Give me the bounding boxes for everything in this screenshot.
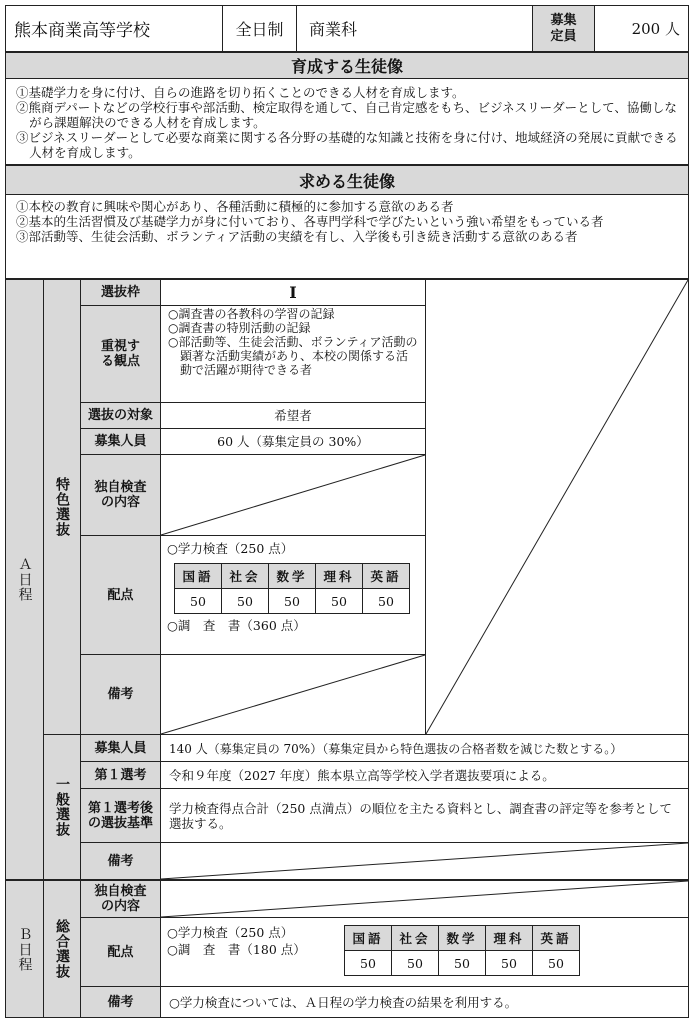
points-cell: 50	[345, 951, 392, 976]
unique-exam-label: 独自検査の内容	[80, 454, 161, 536]
b-score-label: 配点	[80, 917, 161, 987]
b-remarks-value: ○学力検査については、Ａ日程の学力検査の結果を利用する。	[160, 986, 689, 1018]
points-cell: 50	[439, 951, 486, 976]
after-selection-label: 第１選考後の選抜基準	[80, 788, 161, 843]
score-cell	[160, 535, 426, 655]
wanted-item-3: ③部活動等、生徒会活動、ボランティア活動の実績を有し、入学後も引き続き活動する意欲のある者	[16, 229, 578, 244]
first-selection-label: 第１選考	[80, 761, 161, 789]
section-title-wanted: 求める生徒像	[5, 165, 689, 195]
points-cell: 50	[269, 589, 316, 614]
section-body-ideal	[5, 78, 689, 165]
section-title-ideal: 育成する生徒像	[5, 52, 689, 79]
subject-cell: 数学	[269, 564, 316, 589]
subject-cell: 数学	[439, 926, 486, 951]
score-label: 配点	[80, 535, 161, 655]
b-score-cell	[160, 917, 689, 987]
course-type: 全日制	[222, 5, 297, 52]
target-label: 選抜の対象	[80, 402, 161, 429]
subject-cell: 理科	[316, 564, 363, 589]
viewpoint-item-2: ○調査書の特別活動の記録	[168, 321, 311, 335]
general-selection-label: 一般選抜	[43, 734, 81, 880]
subject-cell: 英語	[363, 564, 410, 589]
department: 商業科	[296, 5, 533, 52]
b-unique-exam-cell	[160, 880, 689, 918]
points-cell: 50	[363, 589, 410, 614]
points-cell: 50	[392, 951, 439, 976]
general-recruit-label: 募集人員	[80, 734, 161, 762]
viewpoint-label: 重視する観点	[80, 305, 161, 403]
b-score-table	[344, 925, 580, 976]
after-selection-value: 学力検査得点合計（250 点満点）の順位を主たる資料とし、調査書の評定等を参考として選抜する。	[160, 788, 689, 843]
special-remarks-cell	[160, 654, 426, 735]
ideal-item-2: ②熊商デパートなどの学校行事や部活動、検定取得を通して、自己肯定感をもち、ビジネスリーダーとして、協働しながら課題解決のできる人材を育成します。	[16, 100, 677, 130]
report-points: ○調 査 書（360 点）	[167, 618, 306, 633]
points-cell: 50	[486, 951, 533, 976]
viewpoint-item-3: ○部活動等、生徒会活動、ボランティア活動の顕著な活動実績があり、本校の関係する活動で活躍が期待できる者	[168, 335, 418, 377]
subject-cell: 国語	[175, 564, 222, 589]
b-report-points: ○調 査 書（180 点）	[167, 942, 306, 957]
points-cell: 50	[533, 951, 580, 976]
b-unique-exam-label: 独自検査の内容	[80, 880, 161, 918]
first-selection-value: 令和９年度（2027 年度）熊本県立高等学校入学者選抜要項による。	[160, 761, 689, 789]
a-schedule-label: Ａ日程	[5, 279, 44, 880]
subject-cell: 英語	[533, 926, 580, 951]
capacity-label: 募集 定員	[532, 5, 595, 52]
frame-value: Ⅰ	[160, 279, 426, 306]
subject-cell: 国語	[345, 926, 392, 951]
a-score-table	[174, 563, 410, 614]
points-cell: 50	[175, 589, 222, 614]
wanted-item-2: ②基本的生活習慣及び基礎学力が身に付いており、各専門学科で学びたいという強い希望をもっている者	[16, 214, 604, 229]
viewpoint-list	[160, 305, 426, 403]
b-academic-test-points: ○学力検査（250 点）	[167, 925, 294, 940]
academic-test-points: ○学力検査（250 点）	[167, 541, 294, 556]
frame-label: 選抜枠	[80, 279, 161, 306]
general-remarks-cell	[160, 842, 689, 880]
unique-exam-cell	[160, 454, 426, 536]
special-recruit-label: 募集人員	[80, 428, 161, 455]
section-body-wanted	[5, 194, 689, 279]
combined-selection-label: 総合選抜	[43, 880, 81, 1018]
b-remarks-label: 備考	[80, 986, 161, 1018]
points-cell: 50	[316, 589, 363, 614]
special-selection-label: 特色選抜	[43, 279, 81, 735]
subject-cell: 社会	[392, 926, 439, 951]
subject-cell: 理科	[486, 926, 533, 951]
ideal-item-1: ①基礎学力を身に付け、自らの進路を切り拓くことのできる人材を育成します。	[16, 85, 465, 100]
b-schedule-label: Ｂ日程	[5, 880, 44, 1018]
general-recruit-value: 140 人（募集定員の 70%）（募集定員から特色選抜の合格者数を減じた数とする。）	[160, 734, 689, 762]
general-remarks-label: 備考	[80, 842, 161, 880]
special-recruit-value: 60 人（募集定員の 30%）	[160, 428, 426, 455]
school-name: 熊本商業高等学校	[5, 5, 223, 52]
target-value: 希望者	[160, 402, 426, 429]
special-blank-region	[425, 279, 689, 735]
ideal-item-3: ③ビジネスリーダーとして必要な商業に関する各分野の基礎的な知識と技術を身に付け、地域経済の発展に貢献できる人材を育成します。	[16, 130, 678, 160]
capacity-value: 200 人	[594, 5, 689, 52]
points-cell: 50	[222, 589, 269, 614]
subject-cell: 社会	[222, 564, 269, 589]
wanted-item-1: ①本校の教育に興味や関心があり、各種活動に積極的に参加する意欲のある者	[16, 199, 454, 214]
viewpoint-item-1: ○調査書の各教科の学習の記録	[168, 307, 335, 321]
special-remarks-label: 備考	[80, 654, 161, 735]
